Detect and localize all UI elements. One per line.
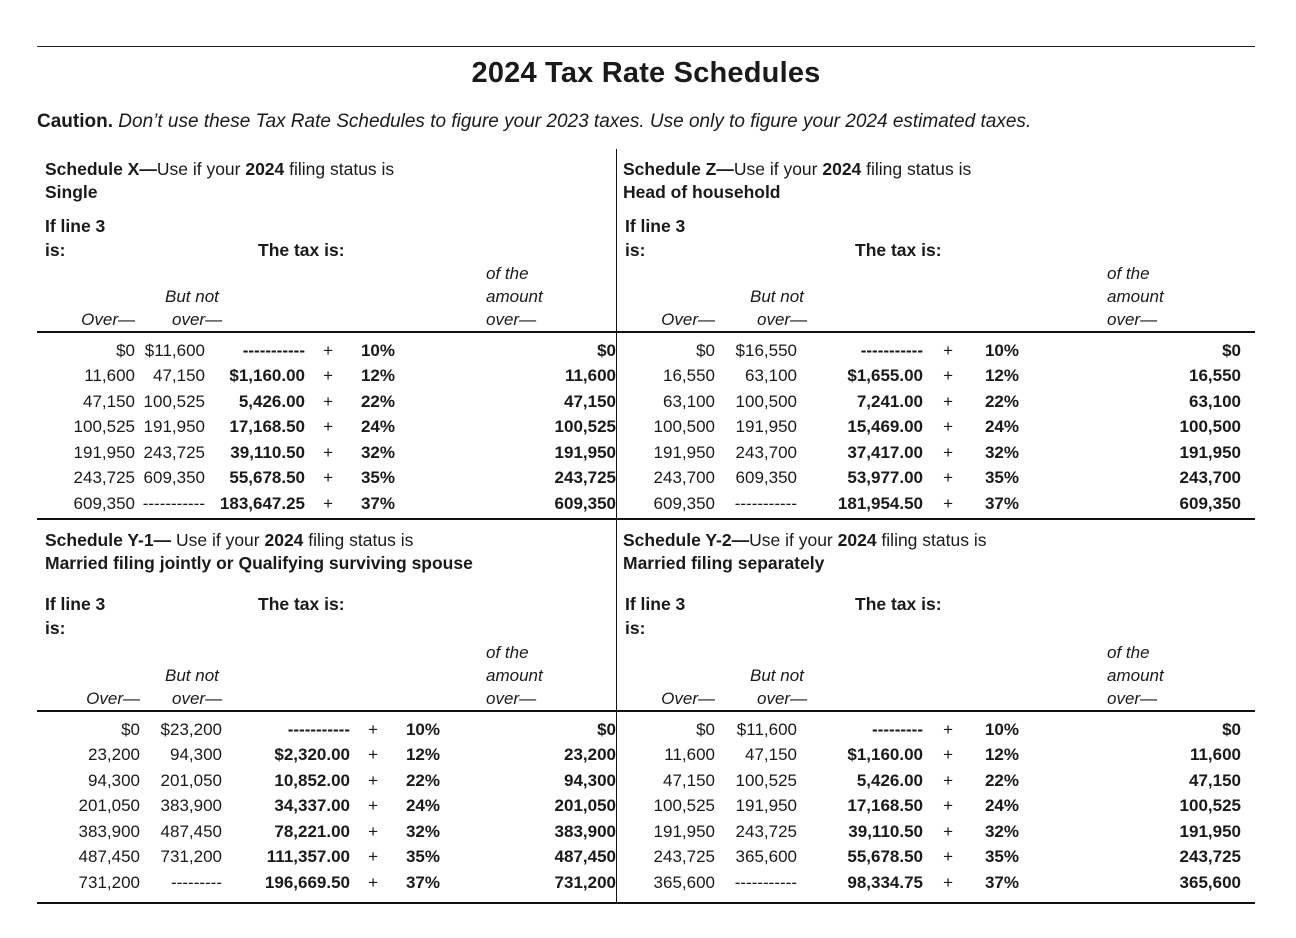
table-row [617,364,1255,390]
plus-sign: + [943,847,953,867]
tax-base-value: 196,669.50 [264,872,350,892]
amount-over-value: 16,550 [1189,366,1241,386]
but-not-over-value: 63,100 [745,366,797,386]
over-value: 243,725 [653,847,715,867]
plus-sign: + [323,468,333,488]
but-not-over-value: 191,950 [735,417,797,437]
schedule-y2-section [617,520,1255,902]
schedule-y1-rows [37,717,616,896]
amount-over-value: 487,450 [554,847,616,867]
filing-status: Head of household [623,182,781,202]
schedule-caption [37,520,616,575]
but-not-over-label: over— [172,310,223,329]
schedule-caption [617,149,1255,204]
but-not-over-value: 609,350 [735,468,797,488]
table-row [37,768,616,794]
caption-tail-text: filing status is [861,159,972,179]
plus-sign: + [943,719,953,739]
tax-base-value: 34,337.00 [274,796,350,816]
but-not-over-label: over— [757,689,808,708]
but-not-over-value: ----------- [734,493,797,513]
caption-use-text: Use if your [749,530,838,550]
but-not-over-value: 100,525 [143,391,205,411]
schedule-x-rows [37,338,616,517]
table-row [37,491,616,517]
but-not-over-value: 243,725 [143,442,205,462]
plus-sign: + [323,366,333,386]
amount-over-value: $0 [597,340,616,360]
over-value: 487,450 [78,847,140,867]
plus-sign: + [943,468,953,488]
amount-over-value: 609,350 [1179,493,1241,513]
tax-base-value: $1,655.00 [847,366,923,386]
schedule-name: Schedule Y-2— [623,530,750,550]
over-value: 100,525 [73,417,135,437]
but-not-over-value: 47,150 [745,745,797,765]
tax-rate-value: 37% [984,493,1019,513]
schedule-year: 2024 [822,159,862,179]
tax-base-value: 10,852.00 [274,770,350,790]
caution-label: Caution. [37,111,113,132]
if-line-3-label: If line 3 [45,594,106,614]
tax-rate-value: 32% [405,821,440,841]
amount-over-value: 63,100 [1189,391,1241,411]
over-label: Over— [81,310,135,329]
over-value: 191,950 [653,442,715,462]
caption-tail-text: filing status is [284,159,395,179]
but-not-over-value: $11,600 [144,340,205,360]
over-value: 731,200 [78,872,140,892]
if-line-3-label: If line 3 [625,594,686,614]
but-not-label: But not [165,666,219,685]
caution-text: Don’t use these Tax Rate Schedules to figure your 2023 taxes. Use only to figure your 2024 estimated taxes. [113,111,1032,132]
schedule-year: 2024 [245,159,285,179]
table-row [617,870,1255,896]
but-not-over-label: over— [757,310,808,329]
tax-rate-value: 12% [360,366,395,386]
over-value: 63,100 [663,391,715,411]
amount-over-value: $0 [1222,340,1241,360]
table-row [617,415,1255,441]
plus-sign: + [368,719,378,739]
is-label: is: [45,240,66,260]
tax-base-value: 39,110.50 [848,821,923,841]
table-row [37,794,616,820]
but-not-over-value: 100,500 [735,391,797,411]
the-tax-is-label: The tax is: [258,240,345,260]
schedule-z-table [617,338,1255,517]
amount-over-value: 191,950 [1179,442,1241,462]
of-the-label: of the [486,264,529,283]
over-value: 243,725 [73,468,135,488]
over-value: 201,050 [78,796,140,816]
tax-base-value: 39,110.50 [230,442,305,462]
but-not-label: But not [750,287,804,306]
tax-rate-value: 37% [360,493,395,513]
tax-base-value: 17,168.50 [229,417,305,437]
table-row [617,819,1255,845]
over-label: Over— [86,689,140,708]
plus-sign: + [943,391,953,411]
page-title: 2024 Tax Rate Schedules [471,57,821,89]
but-not-over-value: ----------- [734,872,797,892]
plus-sign: + [323,391,333,411]
amount-over-value: 383,900 [554,821,616,841]
table-row [37,819,616,845]
over-value: $0 [116,340,135,360]
column-headers [617,575,1255,712]
amount-label: amount [486,666,543,685]
tax-base-value: ----------- [242,340,305,360]
table-row [37,364,616,390]
tax-rate-value: 32% [984,821,1019,841]
over-value: $0 [121,719,140,739]
but-not-over-value: 201,050 [160,770,222,790]
table-row [37,415,616,441]
schedule-name: Schedule Y-1— [45,530,176,550]
schedules-grid [37,149,1255,904]
over-value: 243,700 [653,468,715,488]
amount-over-value: $0 [597,719,616,739]
tax-base-value: 98,334.75 [847,872,923,892]
schedule-year: 2024 [837,530,877,550]
is-label: is: [45,618,66,638]
tax-rate-value: 22% [984,391,1019,411]
but-not-over-value: 243,725 [735,821,797,841]
tax-base-value: ----------- [860,340,923,360]
amount-over-value: 100,500 [1179,417,1241,437]
tax-rate-value: 10% [405,719,440,739]
schedule-y2-rows [617,717,1255,896]
column-headers [617,204,1255,333]
but-not-over-value: 47,150 [153,366,205,386]
over-value: 11,600 [664,745,715,765]
tax-base-value: 183,647.25 [219,493,305,513]
tax-base-value: 37,417.00 [847,442,923,462]
tax-base-value: 5,426.00 [856,770,923,790]
of-the-label: of the [486,643,529,662]
tax-rate-value: 32% [360,442,395,462]
amount-over-value: 100,525 [554,417,616,437]
amount-over-value: 243,725 [554,468,616,488]
tax-rate-value: 35% [984,847,1019,867]
tax-rate-value: 35% [984,468,1019,488]
plus-sign: + [943,796,953,816]
schedule-z-section [617,149,1255,520]
tax-base-value: 7,241.00 [856,391,923,411]
table-row [617,440,1255,466]
if-line-3-label: If line 3 [625,216,686,236]
plus-sign: + [323,340,333,360]
is-label: is: [625,240,646,260]
plus-sign: + [943,366,953,386]
amount-over-label: over— [486,310,537,329]
but-not-over-value: 487,450 [160,821,222,841]
tax-rate-value: 12% [984,366,1019,386]
amount-over-value: 191,950 [554,442,616,462]
amount-over-value: 23,200 [564,745,616,765]
amount-over-value: 11,600 [564,366,616,386]
of-the-label: of the [1107,264,1150,283]
schedule-y1-section [37,520,617,902]
tax-base-value: 53,977.00 [847,468,923,488]
table-row [617,794,1255,820]
the-tax-is-label: The tax is: [855,594,942,614]
over-value: 609,350 [653,493,715,513]
table-row [37,466,616,492]
over-value: 365,600 [653,872,715,892]
filing-status: Married filing separately [623,553,825,573]
plus-sign: + [943,493,953,513]
amount-over-value: 191,950 [1179,821,1241,841]
table-row [37,845,616,871]
table-row [37,743,616,769]
if-line-3-label: If line 3 [45,216,106,236]
but-not-over-value: 365,600 [735,847,797,867]
plus-sign: + [368,872,378,892]
tax-rate-value: 35% [405,847,440,867]
but-not-over-value: 243,700 [735,442,797,462]
but-not-over-value: 191,950 [143,417,205,437]
over-value: 16,550 [663,366,715,386]
top-rule [37,46,1255,47]
over-value: 23,200 [88,745,140,765]
but-not-over-value: 383,900 [160,796,222,816]
caption-use-text: Use if your [733,159,823,179]
amount-label: amount [1107,666,1164,685]
amount-over-value: 100,525 [1179,796,1241,816]
plus-sign: + [368,770,378,790]
but-not-over-value: ----------- [142,493,205,513]
amount-over-label: over— [486,689,537,708]
tax-base-value: ----------- [287,719,350,739]
filing-status: Single [45,182,98,202]
over-value: 11,600 [84,366,135,386]
over-value: 191,950 [653,821,715,841]
but-not-over-value: --------- [171,872,222,892]
over-value: $0 [696,719,715,739]
amount-over-value: 201,050 [554,796,616,816]
over-value: $0 [696,340,715,360]
schedule-name: Schedule X— [45,159,157,179]
but-not-over-label: over— [172,689,223,708]
caption-use-text: Use if your [156,159,246,179]
over-value: 47,150 [663,770,715,790]
tax-base-value: --------- [872,719,923,739]
the-tax-is-label: The tax is: [258,594,345,614]
tax-base-value: $2,320.00 [274,745,350,765]
tax-rate-value: 12% [984,745,1019,765]
but-not-label: But not [750,666,804,685]
plus-sign: + [368,796,378,816]
table-row [37,440,616,466]
plus-sign: + [368,821,378,841]
over-value: 94,300 [88,770,140,790]
tax-rate-value: 12% [405,745,440,765]
caption-tail-text: filing status is [303,530,414,550]
but-not-label: But not [165,287,219,306]
but-not-over-value: $23,200 [160,719,222,739]
table-row [617,768,1255,794]
tax-base-value: 111,357.00 [266,847,350,867]
caution-note [37,110,1255,134]
plus-sign: + [323,417,333,437]
amount-label: amount [1107,287,1164,306]
table-row [617,338,1255,364]
schedule-z-rows [617,338,1255,517]
tax-base-value: 15,469.00 [847,417,923,437]
tax-rate-value: 24% [360,417,395,437]
filing-status: Married filing jointly or Qualifying surviving spouse [45,553,473,573]
tax-base-value: 55,678.50 [229,468,305,488]
tax-base-value: 17,168.50 [847,796,923,816]
table-row [617,491,1255,517]
table-row [37,338,616,364]
plus-sign: + [323,493,333,513]
but-not-over-value: 100,525 [735,770,797,790]
schedule-year: 2024 [264,530,304,550]
amount-over-label: over— [1107,689,1158,708]
over-value: 100,525 [653,796,715,816]
caption-tail-text: filing status is [876,530,987,550]
tax-rate-value: 10% [984,719,1019,739]
tax-rate-value: 35% [360,468,395,488]
tax-base-value: 181,954.50 [837,493,923,513]
over-value: 609,350 [73,493,135,513]
plus-sign: + [943,340,953,360]
table-row [617,717,1255,743]
plus-sign: + [943,821,953,841]
tax-rate-value: 10% [984,340,1019,360]
the-tax-is-label: The tax is: [855,240,942,260]
tax-base-value: 5,426.00 [238,391,305,411]
plus-sign: + [943,745,953,765]
amount-over-label: over— [1107,310,1158,329]
amount-over-value: 11,600 [1189,745,1241,765]
tax-rate-value: 24% [984,417,1019,437]
plus-sign: + [943,442,953,462]
schedule-x-section [37,149,617,520]
plus-sign: + [368,745,378,765]
is-label: is: [625,618,646,638]
amount-over-value: 47,150 [564,391,616,411]
column-headers [37,204,616,333]
caption-use-text: Use if your [175,530,265,550]
tax-rate-value: 24% [984,796,1019,816]
amount-label: amount [486,287,543,306]
tax-rate-value: 24% [405,796,440,816]
tax-base-value: 78,221.00 [274,821,350,841]
tax-rate-value: 37% [405,872,440,892]
amount-over-value: 94,300 [564,770,616,790]
amount-over-value: $0 [1222,719,1241,739]
column-headers [37,575,616,712]
over-label: Over— [661,689,715,708]
schedule-name: Schedule Z— [623,159,734,179]
table-row [617,845,1255,871]
schedule-y1-table [37,717,616,896]
over-value: 191,950 [73,442,135,462]
tax-rate-value: 10% [360,340,395,360]
table-row [617,743,1255,769]
table-row [37,870,616,896]
over-value: 383,900 [78,821,140,841]
amount-over-value: 243,700 [1179,468,1241,488]
schedule-caption [37,149,616,204]
but-not-over-value: 94,300 [170,745,222,765]
but-not-over-value: 731,200 [160,847,222,867]
tax-base-value: $1,160.00 [847,745,923,765]
tax-rate-schedules-page [37,0,1255,904]
plus-sign: + [368,847,378,867]
tax-base-value: 55,678.50 [847,847,923,867]
but-not-over-value: 191,950 [735,796,797,816]
schedule-y2-table [617,717,1255,896]
of-the-label: of the [1107,643,1150,662]
over-value: 100,500 [653,417,715,437]
amount-over-value: 365,600 [1179,872,1241,892]
table-row [617,466,1255,492]
plus-sign: + [943,770,953,790]
but-not-over-value: $11,600 [736,719,797,739]
table-row [37,389,616,415]
table-row [37,717,616,743]
tax-rate-value: 32% [984,442,1019,462]
but-not-over-value: 609,350 [143,468,205,488]
schedule-x-table [37,338,616,517]
tax-rate-value: 22% [984,770,1019,790]
tax-rate-value: 37% [984,872,1019,892]
tax-base-value: $1,160.00 [229,366,305,386]
but-not-over-value: $16,550 [735,340,797,360]
amount-over-value: 47,150 [1189,770,1241,790]
plus-sign: + [323,442,333,462]
amount-over-value: 609,350 [554,493,616,513]
schedule-caption [617,520,1255,575]
over-value: 47,150 [83,391,135,411]
table-row [617,389,1255,415]
plus-sign: + [943,417,953,437]
plus-sign: + [943,872,953,892]
over-label: Over— [661,310,715,329]
tax-rate-value: 22% [360,391,395,411]
amount-over-value: 731,200 [554,872,616,892]
tax-rate-value: 22% [405,770,440,790]
amount-over-value: 243,725 [1179,847,1241,867]
